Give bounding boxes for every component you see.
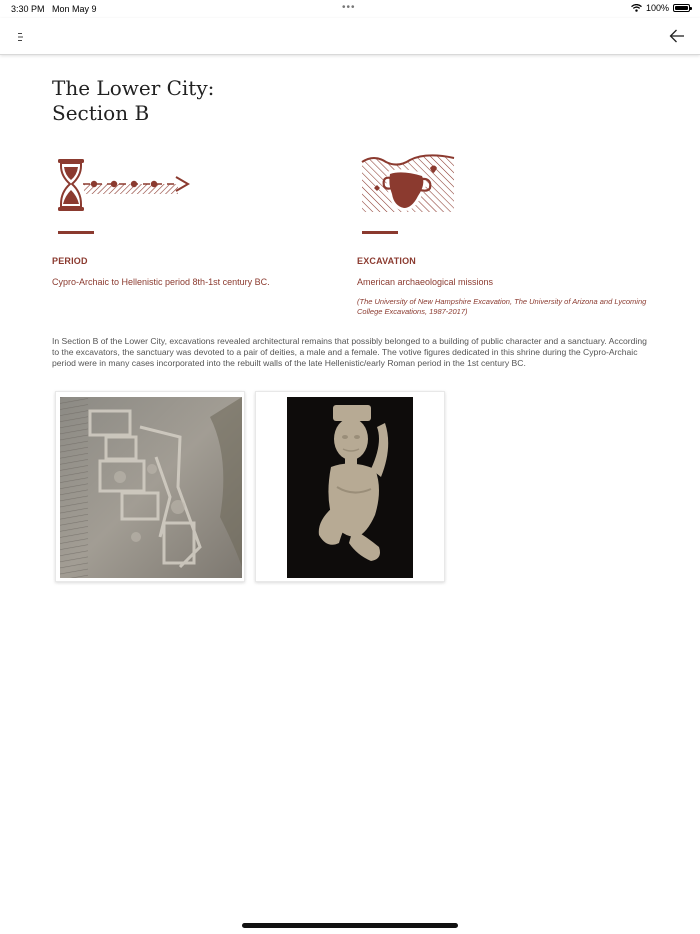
page-title-line1: The Lower City: [52,76,215,100]
period-value: Cypro-Archaic to Hellenistic period 8th-1st century BC. [52,277,270,287]
excavated-pottery-icon [360,150,456,216]
aerial-excavation-photo [60,397,242,578]
home-indicator[interactable] [242,923,458,928]
excavation-note: (The University of New Hampshire Excavation, The University of Arizona and Lycoming College Excavations, 1987-2017) [357,297,647,316]
status-date: Mon May 9 [52,4,97,14]
battery-level [675,6,688,10]
battery-icon [673,4,690,12]
nav-bar [0,18,700,55]
photo-card-aerial-view[interactable] [55,391,245,582]
excavation-label: EXCAVATION [357,256,417,266]
period-rule [58,231,94,234]
period-label: PERIOD [52,256,88,266]
section-description: In Section B of the Lower City, excavations revealed architectural remains that possibly belonged to a building of public character and a sanctuary. According to the excavators, the sanctuary was devoted to a pair of deities, a male and a female. The votive figures dedicated in this shrine during the Cypro-Archaic period were in many cases incorporated into the rebuilt walls of the late Hellenistic/early Roman period in the 1st century BC. [52,336,647,368]
back-button[interactable] [666,25,688,47]
status-right [631,3,690,13]
page-title [52,76,214,126]
menu-button[interactable] [10,26,32,48]
excavation-rule [362,231,398,234]
battery-percent: 100% [645,3,669,13]
page-title-line2: Section B [52,101,150,125]
photo-card-votive-figure[interactable] [255,391,445,582]
back-arrow-icon [669,29,685,43]
wifi-icon [631,4,642,12]
status-time: 3:30 PM [11,4,45,14]
status-bar [0,0,700,18]
votive-statue-photo [287,397,413,578]
excavation-value: American archaeological missions [357,277,494,287]
multitasking-dots[interactable]: ••• [342,2,356,13]
menu-icon [16,32,26,42]
hourglass-timeline-icon [56,156,192,216]
